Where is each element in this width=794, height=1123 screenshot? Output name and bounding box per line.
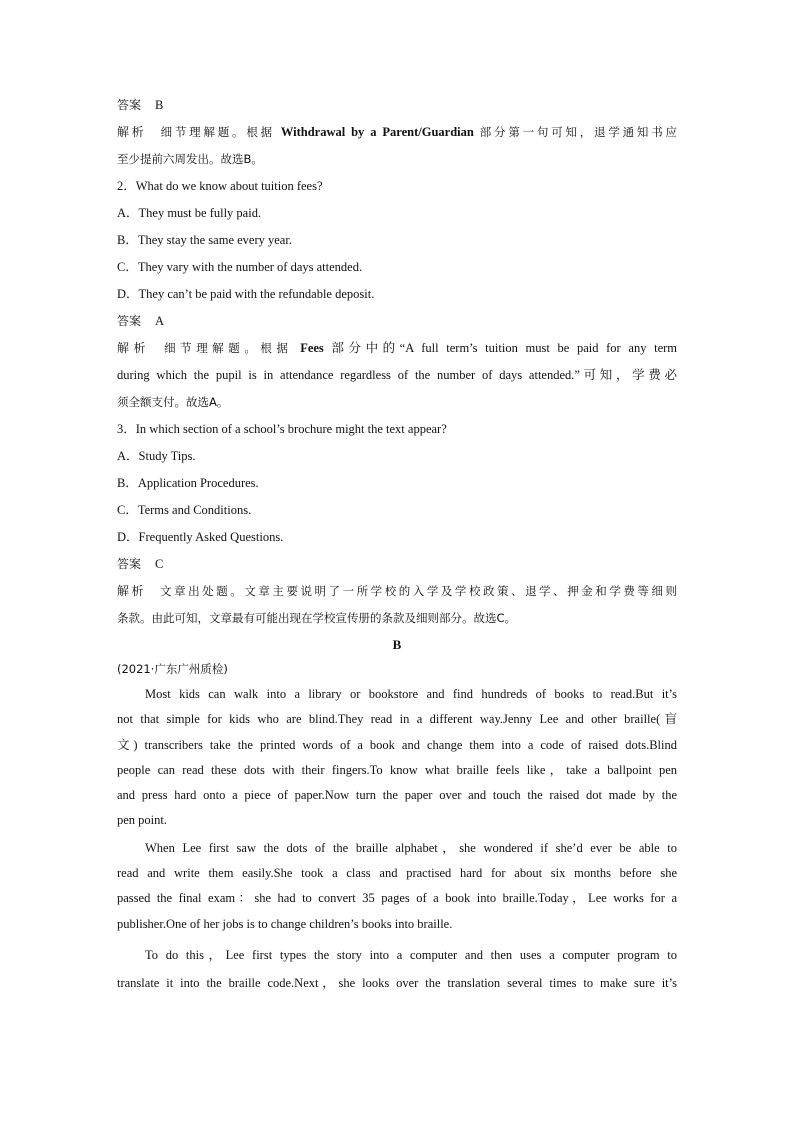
q3-option-b: B．Application Procedures. (117, 476, 259, 490)
q3-option-c: C．Terms and Conditions. (117, 503, 252, 517)
paragraph-line: passed the final exam：she had to convert 35 pages of a book into braille.Today，Lee works for a (117, 891, 677, 906)
q1-analysis-line-1: 解析 细节理解题。根据 Withdrawal by a Parent/Guardian 部分第一句可知，退学通知书应 (117, 125, 678, 139)
paragraph-line: translate it into the braille code.Next，she looks over the translation several times to make sure it’s (117, 975, 677, 990)
paragraph-line: publisher.One of her jobs is to change children’s books into braille. (117, 916, 453, 931)
q2-option-c: C．They vary with the number of days attended. (117, 260, 363, 274)
q2-option-d: D．They can’t be paid with the refundable deposit. (117, 287, 375, 301)
answer-value: A (155, 314, 165, 328)
paragraph-line: To do this，Lee first types the story into a computer and then uses a computer program to (145, 947, 677, 962)
q3-analysis-line-1: 解析 文章出处题。文章主要说明了一所学校的入学及学校政策、退学、押金和学费等细则 (117, 584, 677, 598)
paragraph-line: read and write them easily.She took a class and practised hard for about six months before she (117, 866, 677, 881)
answer-label: 答案 (117, 557, 142, 571)
q2-analysis-line-3: 须全额支付。故选A。 (117, 395, 229, 409)
analysis-label: 解析 (117, 125, 147, 139)
q1-answer-line (117, 92, 677, 119)
answer-value: C (155, 557, 164, 571)
q3-analysis-line-2: 条款。由此可知，文章最有可能出现在学校宣传册的条款及细则部分。故选C。 (117, 611, 517, 625)
q3-question: 3．In which section of a school’s brochure might the text appear? (117, 422, 447, 436)
analysis-label: 解析 (117, 584, 147, 598)
paragraph-line: pen point. (117, 813, 167, 828)
answer-label: 答案 (117, 314, 142, 328)
q2-question: 2．What do we know about tuition fees? (117, 179, 323, 193)
answer-value: B (155, 98, 164, 112)
bold-reference: Withdrawal by a Parent/Guardian (280, 125, 474, 139)
q2-option-a: A．They must be fully paid. (117, 206, 262, 220)
q2-analysis-line-2: during which the pupil is in attendance regardless of the number of days attended.”可知，学费必 (117, 368, 677, 382)
q3-option-d: D．Frequently Asked Questions. (117, 530, 284, 544)
bold-reference: Fees (300, 341, 324, 355)
analysis-label: 解析 (117, 341, 151, 355)
q2-answer-line (117, 308, 677, 335)
paragraph-line: When Lee first saw the dots of the braille alphabet，she wondered if she’d ever be able to (145, 840, 677, 855)
paragraph-line: Most kids can walk into a library or bookstore and find hundreds of books to read.But it’s (145, 687, 677, 701)
paragraph-line: people can read these dots with their fingers.To know what braille feels like，take a ballpoint pen (117, 762, 677, 777)
section-heading: B (392, 637, 402, 652)
answer-label: 答案 (117, 98, 142, 112)
paragraph-1 (117, 682, 677, 834)
paragraph-3 (117, 941, 677, 997)
q3-answer-line (117, 551, 677, 578)
q1-analysis-line-2: 至少提前六周发出。故选B。 (117, 152, 263, 166)
paragraph-2 (117, 836, 677, 937)
q2-analysis-line-1: 解析 细节理解题。根据 Fees 部分中的“A full term’s tuition must be paid for any term (117, 341, 678, 355)
q3-option-a: A．Study Tips. (117, 449, 196, 463)
passage-source: (2021·广东广州质检) (117, 662, 228, 676)
q2-option-b: B．They stay the same every year. (117, 233, 292, 247)
paragraph-line: and press hard onto a piece of paper.Now turn the paper over and touch the raised dot made by the (117, 788, 677, 803)
paragraph-line: 文) transcribers take the printed words of a book and change them into a code of raised dots.Blind (117, 737, 677, 752)
document-page (117, 92, 677, 997)
paragraph-line: not that simple for kids who are blind.They read in a different way.Jenny Lee and other braille(盲 (117, 712, 677, 727)
